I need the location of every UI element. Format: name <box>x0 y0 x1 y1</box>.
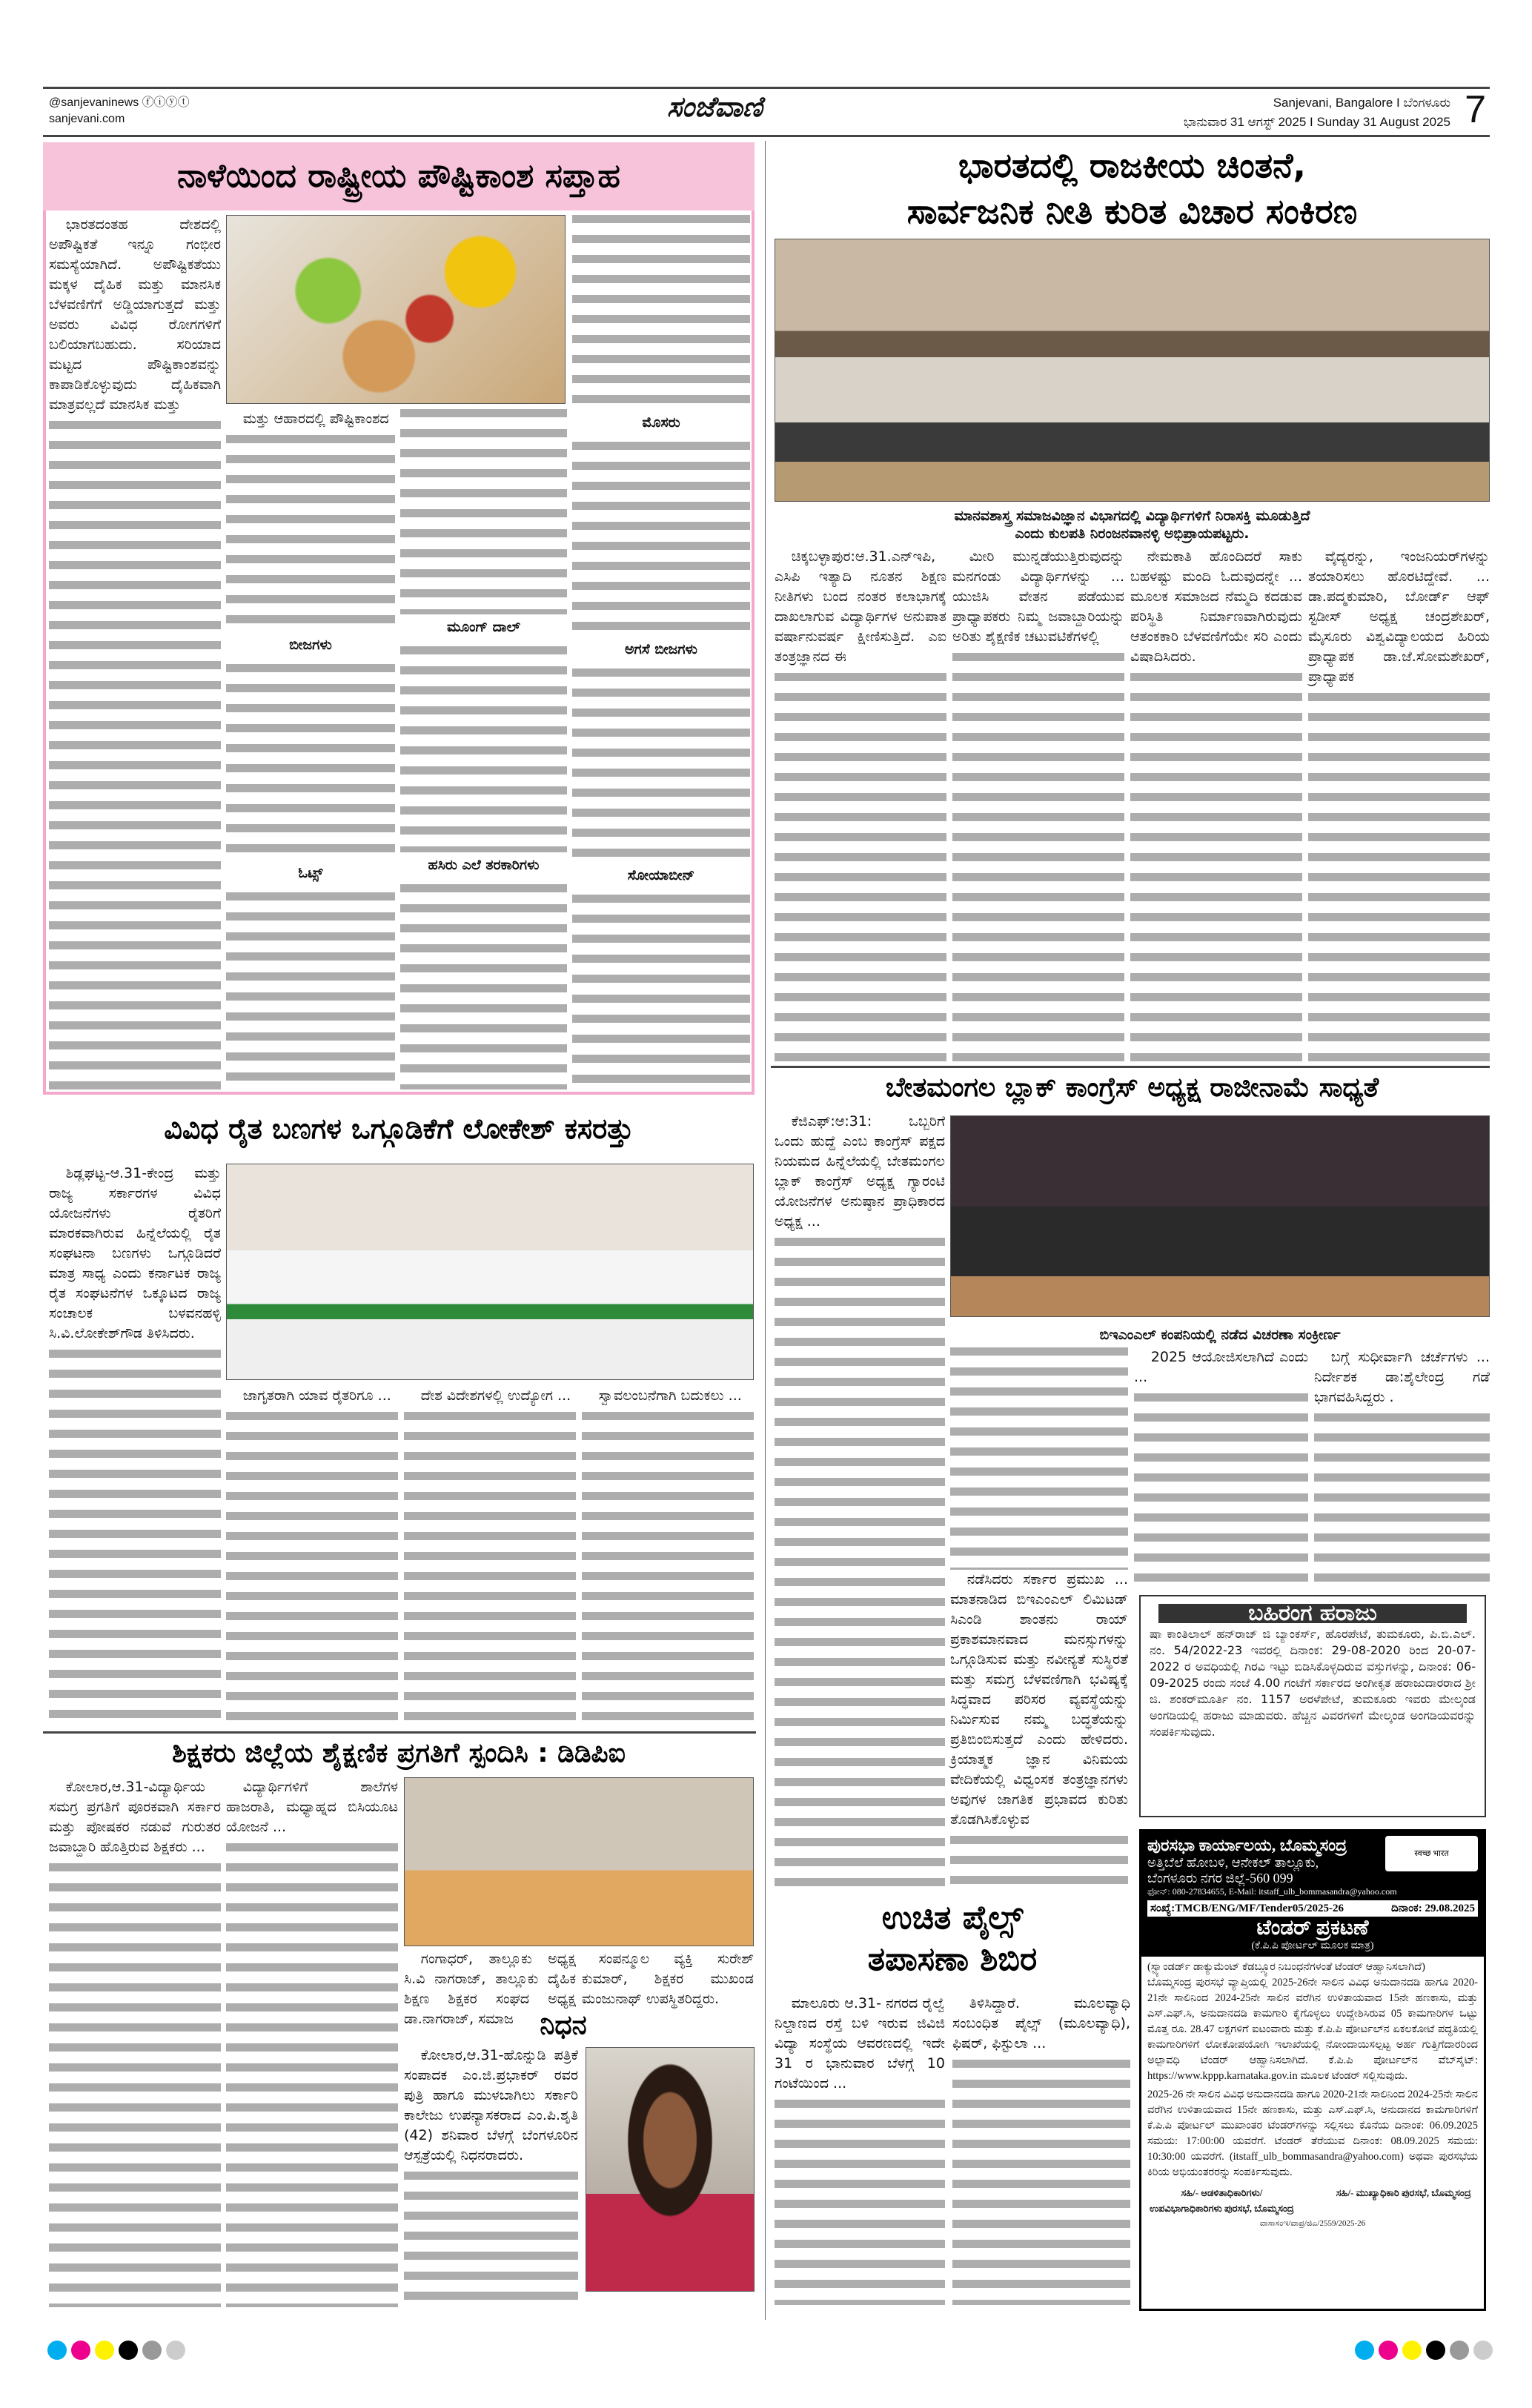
paragraph: ಚಿಕ್ಕಬಳ್ಳಾಪುರ:ಆ.31.ಎನ್‌ಇಪಿ, ಎಸಿಪಿ ಇತ್ಯಾದಿ ನೂತನ ಶಿಕ್ಷಣ ನೀತಿಗಳು ಬಂದ ನಂತರ ಕಲಾಭಾಗಕ್ಕೆ ದಾಖಲಾಗುವ ವಿದ್ಯಾರ್ಥಿಗಳ ಅನುಪಾತ ವರ್ಷಾನುವರ್ಷ ಕ್ಷೀಣಿಸುತ್ತಿದೆ. ಎಐ ತಂತ್ರಜ್ಞಾನದ ಈ <box>775 548 946 665</box>
tender-ref: ಸಂಖ್ಯೆ:TMCB/ENG/MF/Tender05/2025-26 <box>1150 1903 1344 1914</box>
teachers-caption-left <box>404 1949 576 2027</box>
nutrition-col1 <box>49 215 221 1089</box>
office-address: ಅತ್ತಿಬೆಲೆ ಹೋಬಳಿ, ಆನೇಕಲ್ ತಾಲ್ಲೂಕು, <box>1147 1855 1319 1870</box>
paragraph: ಭಾರತದಂತಹ ದೇಶದಲ್ಲಿ ಅಪೌಷ್ಟಿಕತೆ ಇನ್ನೂ ಗಂಭೀರ ಸಮಸ್ಯೆಯಾಗಿದೆ. ಅಪೌಷ್ಟಿಕತೆಯು ಮಕ್ಕಳ ದೈಹಿಕ ಮತ್ತು ಮಾನಸಿಕ ಬೆಳವಣಿಗೆಗೆ ಅಡ್ಡಿಯಾಗುತ್ತದೆ ಮತ್ತು ಅವರು ವಿವಿಧ ರೋಗಗಳಿಗೆ ಬಲಿಯಾಗಬಹುದು. ಸರಿಯಾದ ಮಟ್ಟದ ಪೌಷ್ಟಿಕಾಂಶವನ್ನು ಕಾಪಾಡಿಕೊಳ್ಳುವುದು ದೈಹಿಕವಾಗಿ ಮಾತ್ರವಲ್ಲದೆ ಮಾನಸಿಕ ಮತ್ತು <box>49 216 221 413</box>
tender-notice <box>1139 1829 1486 2311</box>
newspaper-logo: ಸಂಜೆವಾಣಿ <box>667 90 763 123</box>
nutrition-headline: ನಾಳೆಯಿಂದ ರಾಷ್ಟ್ರೀಯ ಪೌಷ್ಟಿಕಾಂಶ ಸಪ್ತಾಹ <box>43 142 755 210</box>
tender-title: ಟೆಂಡರ್ ಪ್ರಕಟಣೆ <box>1256 1917 1369 1940</box>
farmers-headline: ವಿವಿಧ ರೈತ ಬಣಗಳ ಒಗ್ಗೂಡಿಕೆಗೆ ಲೋಕೇಶ್ ಕಸರತ್ತು <box>164 1112 634 1145</box>
seminar-col2 <box>952 547 1124 1062</box>
color-registration-marks-left <box>47 2341 185 2360</box>
dateline <box>1184 93 1450 132</box>
nutrition-col3 <box>400 409 567 1089</box>
seminar-col1 <box>775 547 946 1062</box>
farmers-col4 <box>582 1386 754 1727</box>
seminar-col3 <box>1130 547 1302 1062</box>
subhead: ಹಸಿರು ಎಲೆ ತರಕಾರಿಗಳು <box>428 856 540 873</box>
caption-line: ಎಂದು ಕುಲಪತಿ ನಿರಂಜನವಾನಳ್ಳಿ ಅಭಿಪ್ರಾಯಪಟ್ಟರು. <box>1015 525 1250 542</box>
beml-col1 <box>950 1347 1128 1896</box>
paragraph: ತಿಳಿಸಿದ್ದಾರೆ. ಮೂಲವ್ಯಾಧಿ ಸಂಬಂಧಿತ ಪೈಲ್ಸ್ (ಮೂಲವ್ಯಾಧಿ), ಫಿಷರ್, ಫಿಸ್ಟುಲಾ ... <box>952 1995 1130 2052</box>
paragraph: ಮೀರಿ ಮುನ್ನಡೆಯುತ್ತಿರುವುದನ್ನು ಮನಗಂಡು ವಿದ್ಯಾರ್ಥಿಗಳನ್ನು ... ಯುಜಿಸಿ ವೇತನ ಪಡೆಯುವ ಪ್ರಾಧ್ಯಾಪಕರು ನಿಮ್ಮ ಜವಾಬ್ದಾರಿಯನ್ನು ಅರಿತು ಶೈಕ್ಷಣಿಕ ಚಟುವಟಿಕೆಗಳಲ್ಲಿ <box>952 548 1124 645</box>
social-handle[interactable]: @sanjevaninews <box>49 96 139 109</box>
paragraph: ಮಾಲೂರು ಆ.31- ನಗರದ ರೈಲ್ವೆ ನಿಲ್ದಾಣದ ರಸ್ತೆ ಬಳಿ ಇರುವ ಜಿವಿಜಿ ವಿದ್ಯಾ ಸಂಸ್ಥೆಯ ಆವರಣದಲ್ಲಿ ಇದೇ 31 ರ ಭಾನುವಾರ ಬೆಳಗ್ಗೆ 10 ಗಂಟೆಯಿಂದ ... <box>775 1995 945 2092</box>
signature-left: ಸಹಿ/- ಆಡಳಿತಾಧಿಕಾರಿಗಳು/ ಉಪವಿಭಾಗಾಧಿಕಾರಿಗಳು ಪುರಸಭೆ, ಬೊಮ್ಮಸಂದ್ರ <box>1149 2187 1294 2214</box>
paragraph: 2025 ಆಯೋಜಿಸಲಾಗಿದೆ ಎಂದು ... <box>1134 1349 1308 1385</box>
page-number: 7 <box>1465 88 1486 131</box>
headline-line: ಉಚಿತ ಪೈಲ್ಸ್ <box>881 1899 1024 1937</box>
signature-right: ಸಹಿ/- ಮುಖ್ಯಾಧಿಕಾರಿ ಪುರಸಭೆ, ಬೊಮ್ಮಸಂದ್ರ <box>1336 2187 1471 2198</box>
auction-title: ಬಹಿರಂಗ ಹರಾಜು <box>1158 1604 1467 1623</box>
tender-note: (ಸ್ಟ್ಯಾಂಡರ್ಡ್ ಡಾಕ್ಯುಮೆಂಟ್ ಕೆಡಬ್ಲ್ಯೂರ ನಿಬಂಧನೆಗಳಂತೆ ಟೆಂಡರ್ ಆಹ್ವಾನಿಸಲಾಗಿದೆ) <box>1147 1961 1425 1973</box>
teachers-caption-right <box>582 1949 754 2009</box>
office-name: ಪುರಸಭಾ ಕಾರ್ಯಾಲಯ, ಬೊಮ್ಮಸಂದ್ರ <box>1147 1836 1347 1854</box>
caption-line: ಮಾನವಶಾಸ್ತ್ರ ಸಮಾಜವಿಜ್ಞಾನ ವಿಭಾಗದಲ್ಲಿ ವಿದ್ಯಾರ್ಥಿಗಳಿಗೆ ನಿರಾಸಕ್ತಿ ಮೂಡುತ್ತಿದೆ <box>954 508 1310 524</box>
tender-subtitle: (ಕೆ.ಪಿ.ಪಿ ಪೋರ್ಟಲ್ ಮೂಲಕ ಮಾತ್ರ) <box>1251 1940 1374 1951</box>
seminar-col4 <box>1308 547 1490 1062</box>
tender-para2: 2025-26 ನೇ ಸಾಲಿನ ವಿವಿಧ ಅನುದಾನದಡಿ ಹಾಗೂ 2020-21ನೇ ಸಾಲಿನಿಂದ 2024-25ನೇ ಸಾಲಿನ ವರೆಗಿನ ಉಳಿತಾಯವಾದ 15ನೇ ಹಣಕಾಸು, ಮತ್ತು ಎಸ್.ಎಫ್.ಸಿ, ಅನುದಾನದ ಕಾಮಗಾರಿಗಳಿಗೆ ಕೆ.ಪಿ.ಪಿ ಪೋರ್ಟಲ್ ಮುಖಾಂತರ ಟೆಂಡರ್‌ಗಳನ್ನು ಸಲ್ಲಿಸಲು ಕೊನೆಯ ದಿನಾಂಕ: 06.09.2025 ಸಮಯ: 17:00:00 ಯವರೆಗೆ. ಟೆಂಡರ್ ತೆರೆಯುವ ದಿನಾಂಕ: 08.09.2025 ಸಮಯ: 10:30:00 ಯವರೆಗೆ. (itstaff_ulb_bommasandra@yahoo.com) ಅಥವಾ ಪುರಸಭೆಯ ಕಿರಿಯ ಅಭಿಯಂತರರನ್ನು ಸಂಪರ್ಕಿಸುವುದು. <box>1147 2089 1478 2178</box>
edition: Sanjevani, Bangalore I ಬೆಂಗಳೂರು <box>1273 96 1450 110</box>
subhead: ಮೊಸರು <box>642 414 680 431</box>
nutrition-col2 <box>226 409 395 1089</box>
farmers-col1 <box>49 1164 221 1727</box>
tender-date: ದಿನಾಂಕ: 29.08.2025 <box>1391 1903 1475 1914</box>
dipr-number: ವಾಸಾಸಂಇ/ವಾಪ್ರ/ಜಿಎ/2559/2025-26 <box>1259 2219 1366 2228</box>
tender-ref-row <box>1147 1900 1478 1917</box>
section-rule <box>43 1731 756 1734</box>
camp-headline <box>775 1897 1130 1980</box>
swachh-bharat-logo: स्वच्छ भारत <box>1385 1836 1478 1871</box>
tender-para1: ಬೊಮ್ಮಸಂದ್ರ ಪುರಸಭೆ ವ್ಯಾಪ್ತಿಯಲ್ಲಿ 2025-26ನೇ ಸಾಲಿನ ವಿವಿಧ ಅನುದಾನದಡಿ ಹಾಗೂ 2020-21ನೇ ಸಾಲಿನಿಂದ 2024-25ನೇ ಸಾಲಿನ ವರೆಗಿನ ಉಳಿತಾಯವಾದ 15ನೇ ಹಣಕಾಸು, ಮತ್ತು ಎಸ್.ಎಫ್.ಸಿ, ಅನುದಾನದಡಿ ಕಾಮಗಾರಿ ಕೈಗೊಳ್ಳಲು ಉದ್ದೇಶಿಸಿರುವ 05 ಕಾಮಗಾರಿಗಳ ಒಟ್ಟು ಮೊತ್ತ ರೂ. 28.47 ಲಕ್ಷಗಳಿಗೆ ಐಟಂವಾರು ಮತ್ತು ಕೆ.ಪಿ.ಪಿ ಪೋರ್ಟಲ್‌ನ ಏಕಲಕೋಟೆ ಪದ್ಧತಿಯಲ್ಲಿ ಕಾಮಗಾರಿಗಳಿಗೆ ಲೋಕೋಪಯೋಗಿ ಇಲಾಖೆಯಲ್ಲಿ ನೋಂದಾಯಿಸಲ್ಪಟ್ಟ ಅರ್ಹ ಗುತ್ತಿಗೆದಾರರಿಂದ ಅಲ್ಪಾವಧಿ ಟೆಂಡರ್ ಆಹ್ವಾನಿಸಲಾಗಿದೆ. ಕೆ.ಪಿ.ಪಿ ಪೋರ್ಟಲ್‌ನ ವೆಬ್‌ಸೈಟ್: https://www.kppp.karnataka.gov.in ಮೂಲಕ ಟೆಂಡರ್ ಸಲ್ಲಿಸುವುದು. <box>1147 1977 1478 2082</box>
paragraph: ಕೋಲಾರ,ಆ.31-ಹೊನ್ನುಡಿ ಪತ್ರಿಕೆ ಸಂಪಾದಕ ಎಂ.ಜಿ.ಪ್ರಭಾಕರ್ ರವರ ಪುತ್ರಿ ಹಾಗೂ ಮುಳಬಾಗಿಲು ಸರ್ಕಾರಿ ಕಾಲೇಜು ಉಪನ್ಯಾಸಕರಾದ ಎಂ.ಪಿ.ಶೃತಿ (42) ಶನಿವಾರ ಬೆಳಗ್ಗೆ ಬೆಂಗಳೂರಿನ ಆಸ್ಪತ್ರೆಯಲ್ಲಿ ನಿಧನರಾದರು. <box>404 2047 578 2163</box>
color-registration-marks-right <box>1355 2341 1493 2360</box>
beml-col2 <box>1134 1347 1308 1592</box>
paragraph: ಬಗ್ಗೆ ಸುಧೀರ್ವಾಗಿ ಚರ್ಚೆಗಳು ... ನಿರ್ದೇಶಕ ಡಾ:ಶೈಲೇಂದ್ರ ಗಡೆ ಭಾಗವಹಿಸಿದ್ದರು . <box>1314 1349 1490 1405</box>
paragraph: ದೇಶ ವಿದೇಶಗಳಲ್ಲಿ ಉದ್ಯೋಗ ... <box>420 1387 571 1404</box>
obituary-portrait <box>586 2047 755 2292</box>
seminar-headline <box>775 142 1490 234</box>
subhead: ಮೂಂಗ್ ದಾಲ್ <box>446 619 521 636</box>
paragraph: ವಿದ್ಯಾರ್ಥಿಗಳಿಗೆ ಶಾಲೆಗಳ ಹಾಜರಾತಿ, ಮಧ್ಯಾಹ್ನದ ಬಿಸಿಯೂಟ ಯೋಜನೆ ... <box>226 1779 398 1835</box>
auction-body: ಷಾ ಕಾಂತಿಲಾಲ್ ಹನ್‌ರಾಜ್ ಜಿ ಬ್ಯಾಂಕರ್ಸ್, ಹೊರಪೇಟೆ, ತುಮಕೂರು, ಪಿ.ಬಿ.ಎಲ್. ನಂ. 54/2022-23 ಇವರಲ್ಲಿ ದಿನಾಂಕ: 29-08-2020 ರಿಂದ 20-07-2022 ರ ಅವಧಿಯಲ್ಲಿ ಗಿರವಿ ಇಟ್ಟು ಬಿಡಿಸಿಕೊಳ್ಳದಿರುವ ವಸ್ತುಗಳನ್ನು, ದಿನಾಂಕ: 06-09-2025 ರಂದು ಸಂಜೆ 4.00 ಗಂಟೆಗೆ ಸರ್ಕಾರದ ಅಂಗೀಕೃತ ಹರಾಜುದಾರರಾದ ಶ್ರೀ ಜಿ. ಶಂಕರ್‌ಮೂರ್ತಿ ನಂ. 1157 ಅರಳೆಪೇಟೆ, ತುಮಕೂರು ಇವರು ಮೇಲ್ಕಂಡ ಅಂಗಡಿಯಲ್ಲಿ ಹರಾಜು ಮಾಡುವರು. ಹೆಚ್ಚಿನ ವಿವರಗಳಿಗೆ ಮೇಲ್ಕಂಡ ಅಂಗಡಿಯವರನ್ನು ಸಂಪರ್ಕಿಸುವುದು. <box>1150 1627 1476 1739</box>
subhead: ಬೀಜಗಳು <box>289 636 332 653</box>
paragraph: ಶಿಡ್ಲಘಟ್ಟ-ಆ.31-ಕೇಂದ್ರ ಮತ್ತು ರಾಜ್ಯ ಸರ್ಕಾರಗಳ ವಿವಿಧ ಯೋಜನೆಗಳು ರೈತರಿಗೆ ಮಾರಕವಾಗಿರುವ ಹಿನ್ನೆಲೆಯಲ್ಲಿ ರೈತ ಸಂಘಟನಾ ಬಣಗಳು ಒಗ್ಗೂಡಿದರೆ ಮಾತ್ರ ಸಾಧ್ಯ ಎಂದು ಕರ್ನಾಟಕ ರಾಜ್ಯ ರೈತ ಸಂಘಟನೆಗಳ ಒಕ್ಕೂಟದ ರಾಜ್ಯ ಸಂಚಾಲಕ ಬಳವನಹಳ್ಳಿ ಸಿ.ವಿ.ಲೋಕೇಶ್‌ಗೌಡ ತಿಳಿಸಿದರು. <box>49 1165 221 1341</box>
farmers-col3 <box>404 1386 576 1727</box>
auction-notice <box>1139 1595 1486 1817</box>
paragraph: ವೈದ್ಯರನ್ನು, ಇಂಜನಿಯರ್‌ಗಳನ್ನು ತಯಾರಿಸಲು ಹೊರಟಿದ್ದೇವೆ. ... ಡಾ.ಪದ್ಮಕುಮಾರಿ, ಬೋರ್ಡ್ ಆಫ್ ಸ್ಟಡೀಸ್ ಅಧ್ಯಕ್ಷ ಚಂದ್ರಶೇಖರ್, ಮೈಸೂರು ವಿಶ್ವವಿದ್ಯಾಲಯದ ಹಿರಿಯ ಪ್ರಾಧ್ಯಾಪಕ ಡಾ.ಜೆ.ಸೋಮಶೇಖರ್, ಪ್ರಾಧ್ಯಾಪಕ <box>1308 548 1490 685</box>
office-address-2: ಬೆಂಗಳೂರು ನಗರ ಜಿಲ್ಲೆ-560 099 <box>1147 1871 1293 1885</box>
paragraph: ನಡೆಸಿದರು ಸರ್ಕಾರ ಪ್ರಮುಖ ... ಮಾತನಾಡಿದ ಬಿಇಎಂಎಲ್ ಲಿಮಿಟಡ್ ಸಿಎಂಡಿ ಶಾಂತನು ರಾಯ್ ಪ್ರಕಾಶಮಾನವಾದ ಮನಸ್ಸುಗಳನ್ನು ಒಗ್ಗೂಡಿಸುವ ಮತ್ತು ನವೀನ್ಯತೆ ಸುಸ್ಥಿರತೆ ಮತ್ತು ಸಮಗ್ರ ಬೆಳವಣಿಗಾಗಿ ಭವಿಷ್ಯಕ್ಕೆ ಸಿದ್ಧವಾದ ಪರಿಸರ ವ್ಯವಸ್ಥೆಯನ್ನು ನಿರ್ಮಿಸುವ ನಮ್ಮ ಬದ್ಧತೆಯನ್ನು ಪ್ರತಿಬಿಂಬಿಸುತ್ತದೆ ಎಂದು ಹೇಳಿದರು. ಕ್ರಿಯಾತ್ಮಕ ಜ್ಞಾನ ವಿನಿಮಯ ವೇದಿಕೆಯಲ್ಲಿ ವಿಧ್ವಂಸಕ ತಂತ್ರಜ್ಞಾನಗಳು ಅವುಗಳ ಜಾಗತಿಕ ಪ್ರಭಾವದ ಕುರಿತು ತೊಡಗಿಸಿಕೊಳ್ಳುವ <box>950 1571 1128 1828</box>
headline-line: ಭಾರತದಲ್ಲಿ ರಾಜಕೀಯ ಚಿಂತನೆ, <box>958 145 1306 185</box>
subhead: ಅಗಸೆ ಬೀಜಗಳು <box>625 640 697 657</box>
obituary-text <box>404 2046 578 2305</box>
subhead: ಸೋಯಾಬೀನ್ <box>627 867 695 884</box>
teachers-photo <box>404 1777 754 1946</box>
farmers-col2 <box>226 1386 398 1727</box>
food-photo <box>226 215 566 404</box>
betamangala-headline: ಬೇತಮಂಗಲ ಬ್ಲಾಕ್ ಕಾಂಗ್ರೆಸ್ ಅಧ್ಯಕ್ಷ ರಾಜೀನಾಮೆ ಸಾಧ್ಯತೆ <box>885 1072 1379 1103</box>
beml-col3 <box>1314 1347 1490 1592</box>
paragraph: ನೇಮಕಾತಿ ಹೊಂದಿದರೆ ಸಾಕು ಬಹಳಷ್ಟು ಮಂದಿ ಓದುವುದನ್ನೇ ... ಮೂಲಕ ಸಮಾಜದ ನೆಮ್ಮದಿ ಕದಡುವ ಪರಿಸ್ಥಿತಿ ನಿರ್ಮಾಣವಾಗಿರುವುದು ಆತಂಕಕಾರಿ ಬೆಳವಣಿಗೆಯೇ ಸರಿ ಎಂದು ವಿಷಾದಿಸಿದರು. <box>1130 548 1302 665</box>
betamangala-col1 <box>775 1112 945 1897</box>
caption: ಸಂಪನ್ಮೂಲ ವ್ಯಕ್ತಿ ಸುರೇಶ್ ಕುಮಾರ್, ಶಿಕ್ಷಕರ ಮುಖಂಡ ಮಂಜುನಾಥ್ ಉಪಸ್ಥಿತರಿದ್ದರು. <box>582 1951 754 2007</box>
teachers-col1 <box>49 1777 221 2307</box>
office-contact: ಫೋನ್: 080-27834655, E-Mail: itstaff_ulb_bommasandra@yahoo.com <box>1147 1886 1397 1897</box>
teachers-headline: ಶಿಕ್ಷಕರು ಜಿಲ್ಲೆಯ ಶೈಕ್ಷಣಿಕ ಪ್ರಗತಿಗೆ ಸ್ಪಂದಿಸಿ : ಡಿಡಿಪಿಐ <box>172 1738 626 1768</box>
subhead: ಓಟ್ಸ್ <box>298 865 323 882</box>
caption: ಗಂಗಾಧರ್, ತಾಲ್ಲೂಕು ಅಧ್ಯಕ್ಷ ಸಿ.ವಿ ನಾಗರಾಜ್, ತಾಲ್ಲೂಕು ದೈಹಿಕ ಶಿಕ್ಷಣ ಶಿಕ್ಷಕರ ಸಂಘದ ಅಧ್ಯಕ್ಷ ಡಾ.ನಾಗರಾಜ್, ಸಮಾಜ <box>404 1951 576 2027</box>
teachers-col2 <box>226 1777 398 2307</box>
beml-event-photo <box>950 1115 1490 1317</box>
social-block <box>49 95 190 127</box>
column-divider <box>765 141 766 2320</box>
tender-body <box>1141 1957 1484 2235</box>
social-icons: ⓕⓘⓨⓣ <box>142 96 190 109</box>
headline-line: ತಪಾಸಣಾ ಶಿಬಿರ <box>867 1940 1038 1978</box>
camp-col1 <box>775 1994 945 2305</box>
section-rule <box>771 1066 1490 1068</box>
header-rule <box>43 135 1490 137</box>
tender-header <box>1141 1831 1484 1957</box>
headline-line: ಸಾರ್ವಜನಿಕ ನೀತಿ ಕುರಿತ ವಿಚಾರ ಸಂಕಿರಣ <box>906 191 1358 231</box>
camp-col2 <box>952 1994 1130 2305</box>
seminar-caption <box>775 507 1490 543</box>
paragraph: ಕೋಲಾರ,ಆ.31-ವಿದ್ಯಾರ್ಥಿಯ ಸಮಗ್ರ ಪ್ರಗತಿಗೆ ಪೂರಕವಾಗಿ ಸರ್ಕಾರ ಮತ್ತು ಪೋಷಕರ ನಡುವೆ ಗುರುತರ ಜವಾಬ್ದಾರಿ ಹೊತ್ತಿರುವ ಶಿಕ್ಷಕರು ... <box>49 1779 221 1855</box>
nutrition-col4 <box>572 215 750 1089</box>
farmers-meeting-photo <box>226 1164 754 1380</box>
date: ಭಾನುವಾರ 31 ಆಗಸ್ಟ್ 2025 I Sunday 31 August 2025 <box>1183 115 1450 129</box>
paragraph: ಸ್ವಾವಲಂಬನೆಗಾಗಿ ಬದುಕಲು ... <box>598 1387 742 1404</box>
seminar-group-photo <box>775 239 1490 502</box>
paragraph: ಜಾಗೃತರಾಗಿ ಯಾವ ರೈತರಿಗೂ ... <box>242 1387 391 1404</box>
paragraph: ಮತ್ತು ಆಹಾರದಲ್ಲಿ ಪೌಷ್ಟಿಕಾಂಶದ <box>242 411 389 427</box>
paragraph: ಕೆಜಿಎಫ್:ಆ:31: ಒಬ್ಬರಿಗೆ ಒಂದು ಹುದ್ದೆ ಎಂಬ ಕಾಂಗ್ರೆಸ್ ಪಕ್ಷದ ನಿಯಮದ ಹಿನ್ನೆಲೆಯಲ್ಲಿ ಬೇತಮಂಗಲ ಬ್ಲಾಕ್ ಕಾಂಗ್ರೆಸ್ ಅಧ್ಯಕ್ಷ ಗ್ಯಾರಂಟಿ ಯೋಜನೆಗಳ ಅನುಷ್ಠಾನ ಪ್ರಾಧಿಕಾರದ ಅಧ್ಯಕ್ಷ ... <box>775 1113 945 1230</box>
obituary-headline: ನಿಧನ <box>540 2010 587 2040</box>
site-url[interactable]: sanjevani.com <box>49 113 125 125</box>
beml-caption: ಬಿಇಎಂಎಲ್ ಕಂಪನಿಯಲ್ಲಿ ನಡೆದ ವಿಚರಣಾ ಸಂಕ್ರೀರ್ಣ <box>1099 1327 1341 1343</box>
top-rule <box>43 87 1490 89</box>
